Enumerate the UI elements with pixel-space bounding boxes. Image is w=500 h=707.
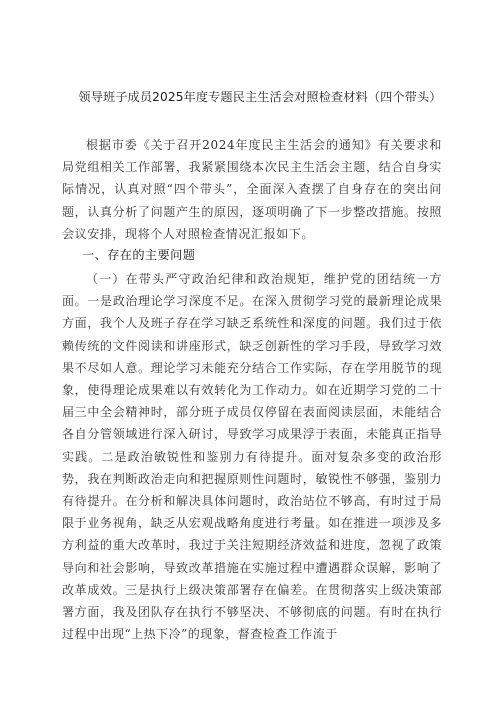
document-title: 领导班子成员2025年度专题民主生活会对照检查材料（四个带头） — [78, 90, 442, 104]
intro-paragraph: 根据市委《关于召开2024年度民主生活会的通知》有关要求和局党组相关工作部署，我紧紧围绕本次民主生活会主题，结合自身实际情况，认真对照“四个带头”，全面深入查摆了自身存在的突出问题，认真分析了问题产生的原因，逐项明确了下一步整改措施。按照会议安排，现将个人对照检查情况汇报如下。 — [62, 138, 442, 241]
section-paragraph: （一）在带头严守政治纪律和政治规矩，维护党的团结统一方面。一是政治理论学习深度不足。在深入贯彻学习党的最新理论成果方面，我个人及班子存在学习缺乏系统性和深度的问题。我们过于依赖传统的文件阅读和讲座形式，缺乏创新性的学习手段，导致学习效果不尽如人意。理论学习未能充分结合工作实际，存在学用脱节的现象，使得理论成果难以有效转化为工作动力。如在近期学习党的二十届三中全会精神时，部分班子成员仅停留在表面阅读层面，未能结合各自分管领域进行深入研讨，导致学习成果浮于表面，未能真正指导实践。二是政治敏锐性和鉴别力有待提升。面对复杂多变的政治形势，我在判断政治走向和把握原则性问题时，敏锐性不够强，鉴别力有待提升。在分析和解决具体问题时，政治站位不够高，有时过于局限于业务视角，缺乏从宏观战略角度进行考量。如在推进一项涉及多方利益的重大改革时，我过于关注短期经济效益和进度，忽视了政策导向和社会影响，导致改革措施在实施过程中遭遇群众误解，影响了改革成效。三是执行上级决策部署存在偏差。在贯彻落实上级决策部署方面，我及团队存在执行不够坚决、不够彻底的问题。有时在执行过程中出现“上热下冷”的现象，督查检查工作流于 — [62, 272, 442, 642]
section-heading: 一、存在的主要问题 — [82, 248, 196, 262]
